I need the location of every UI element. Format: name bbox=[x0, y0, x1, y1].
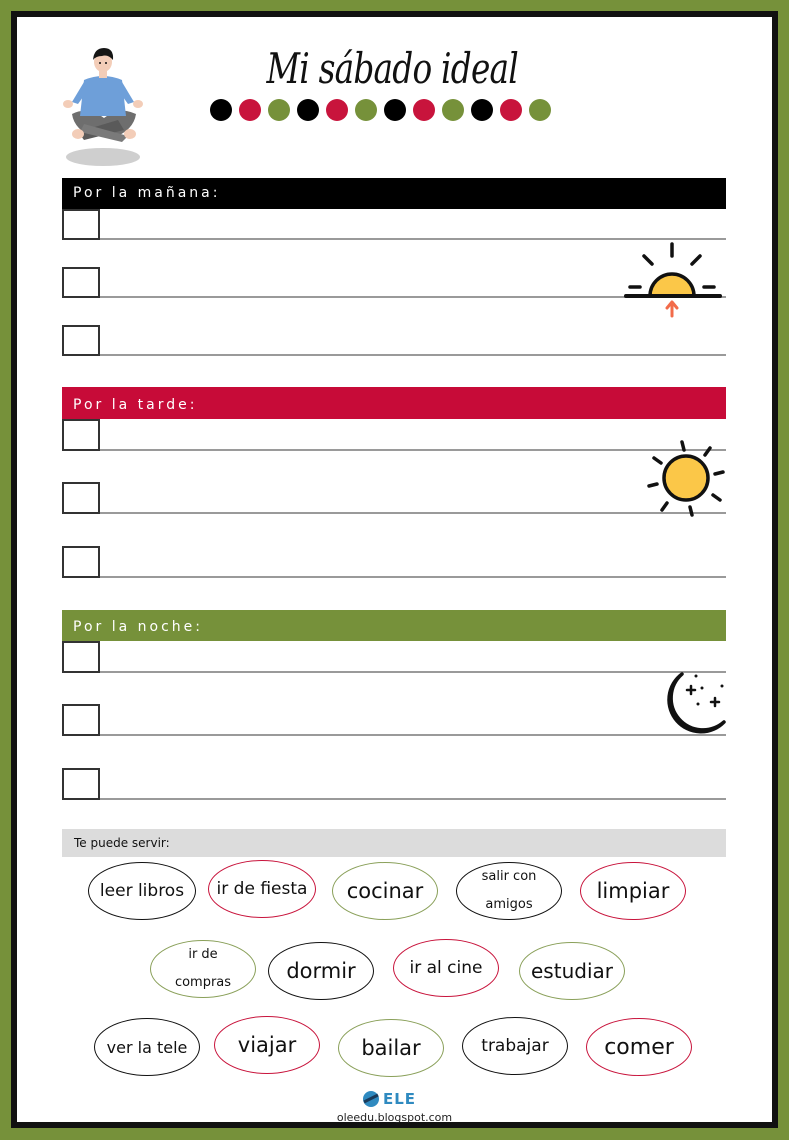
dot bbox=[326, 99, 348, 121]
task-line[interactable] bbox=[100, 576, 726, 578]
word-oval-viajar[interactable]: viajar bbox=[214, 1016, 320, 1074]
task-checkbox[interactable] bbox=[62, 704, 100, 736]
ele-logo bbox=[362, 1090, 416, 1108]
word-oval-salir-con-amigos[interactable]: salir con amigos bbox=[456, 862, 562, 920]
dot bbox=[471, 99, 493, 121]
word-oval-ir-al-cine[interactable]: ir al cine bbox=[393, 939, 499, 997]
task-line[interactable] bbox=[100, 354, 726, 356]
hint-bar: Te puede servir: bbox=[62, 829, 726, 857]
task-checkbox[interactable] bbox=[62, 419, 100, 451]
task-line[interactable] bbox=[100, 798, 726, 800]
task-checkbox[interactable] bbox=[62, 546, 100, 578]
sun-icon bbox=[646, 438, 728, 520]
task-line[interactable] bbox=[100, 449, 726, 451]
word-oval-ver-la-tele[interactable]: ver la tele bbox=[94, 1018, 200, 1076]
dot bbox=[355, 99, 377, 121]
dot bbox=[413, 99, 435, 121]
moon-icon bbox=[658, 670, 728, 740]
dot bbox=[442, 99, 464, 121]
task-checkbox[interactable] bbox=[62, 209, 100, 240]
word-oval-dormir[interactable]: dormir bbox=[268, 942, 374, 1000]
word-oval-trabajar[interactable]: trabajar bbox=[462, 1017, 568, 1075]
task-checkbox[interactable] bbox=[62, 768, 100, 800]
task-row-afternoon-2 bbox=[62, 482, 726, 514]
task-checkbox[interactable] bbox=[62, 482, 100, 514]
task-checkbox[interactable] bbox=[62, 267, 100, 298]
section-header-afternoon: Por la tarde: bbox=[62, 387, 726, 419]
section-header-morning: Por la mañana: bbox=[62, 178, 726, 209]
word-oval-cocinar[interactable]: cocinar bbox=[332, 862, 438, 920]
sunrise-icon bbox=[624, 240, 724, 320]
dot bbox=[500, 99, 522, 121]
page-title: Mi sábado ideal bbox=[266, 44, 519, 93]
dot bbox=[210, 99, 232, 121]
task-row-night-3 bbox=[62, 768, 726, 800]
footer-url[interactable]: oleedu.blogspot.com bbox=[336, 1111, 453, 1124]
task-row-night-2 bbox=[62, 704, 726, 736]
ele-logo-icon bbox=[362, 1090, 380, 1108]
section-header-night: Por la noche: bbox=[62, 610, 726, 641]
word-oval-bailar[interactable]: bailar bbox=[338, 1019, 444, 1077]
word-oval-estudiar[interactable]: estudiar bbox=[519, 942, 625, 1000]
word-oval-comer[interactable]: comer bbox=[586, 1018, 692, 1076]
task-line[interactable] bbox=[100, 512, 726, 514]
dot bbox=[384, 99, 406, 121]
word-oval-leer-libros[interactable]: leer libros bbox=[88, 862, 196, 920]
task-row-night-1 bbox=[62, 641, 726, 673]
word-oval-ir-de-compras[interactable]: ir de compras bbox=[150, 940, 256, 998]
word-oval-ir-de-fiesta[interactable]: ir de fiesta bbox=[208, 860, 316, 918]
task-line[interactable] bbox=[100, 734, 726, 736]
word-oval-limpiar[interactable]: limpiar bbox=[580, 862, 686, 920]
task-row-afternoon-3 bbox=[62, 546, 726, 578]
task-row-morning-3 bbox=[62, 325, 726, 356]
dot bbox=[268, 99, 290, 121]
task-checkbox[interactable] bbox=[62, 325, 100, 356]
dot bbox=[239, 99, 261, 121]
task-row-morning-1 bbox=[62, 209, 726, 240]
task-row-afternoon-1 bbox=[62, 419, 726, 451]
dot bbox=[297, 99, 319, 121]
ele-logo-text: ELE bbox=[383, 1090, 417, 1108]
task-checkbox[interactable] bbox=[62, 641, 100, 673]
task-line[interactable] bbox=[100, 671, 726, 673]
dot bbox=[529, 99, 551, 121]
